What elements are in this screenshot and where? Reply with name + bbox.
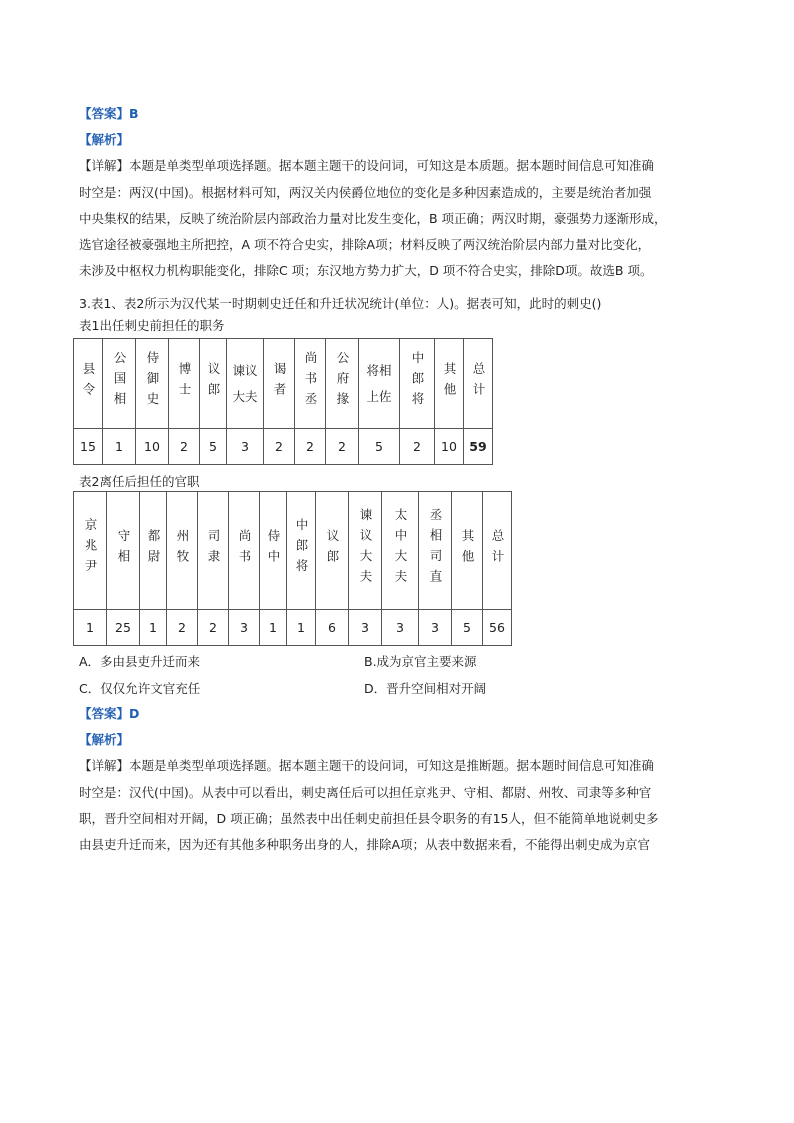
table1-header: 议郎	[206, 361, 221, 403]
table1-header: 公国相	[112, 351, 127, 413]
detail2-line-2: 时空是：汉代(中国)。从表中可以看出，刺史离任后可以担任京兆尹、守相、都尉、州牧、司隶等多种官	[79, 785, 652, 800]
table1-header: 中郎将	[410, 351, 425, 413]
table2-header: 议郎	[325, 528, 340, 570]
table1-header: 博士	[177, 361, 192, 403]
table2-cell: 25	[107, 610, 140, 646]
table1-cell: 5	[200, 429, 227, 465]
table2-header: 其他	[460, 528, 475, 570]
table1-cell: 1	[103, 429, 136, 465]
table2-cell: 3	[349, 610, 382, 646]
table1-cell: 10	[136, 429, 169, 465]
table1-header: 公府掾	[335, 351, 350, 413]
table2-cell: 2	[198, 610, 229, 646]
table2-caption: 表2离任后担任的官职	[79, 474, 200, 489]
table1-header: 尚书丞	[303, 351, 318, 413]
table1-cell: 2	[400, 429, 435, 465]
analysis-label-1: 【解析】	[79, 132, 130, 147]
table2	[73, 491, 512, 646]
table2-cell: 3	[229, 610, 260, 646]
option-d: D．晋升空间相对开阔	[364, 681, 487, 696]
detail1-line-2: 时空是：两汉(中国)。根据材料可知，两汉关内侯爵位地位的变化是多种因素造成的，主要是统治者加强	[79, 185, 652, 200]
table1-cell: 2	[169, 429, 200, 465]
detail1-line-5: 未涉及中枢权力机构职能变化，排除C 项；东汉地方势力扩大，D 项不符合史实，排除D项。故选B 项。	[79, 263, 653, 278]
table1-cell: 2	[326, 429, 359, 465]
table2-header: 总计	[490, 528, 505, 570]
table2-header: 京兆尹	[83, 518, 98, 580]
table1-header: 县令	[81, 361, 96, 403]
table2-header-row	[74, 492, 512, 610]
table2-cell: 6	[316, 610, 349, 646]
detail2-line-4: 由县吏升迁而来，因为还有其他多种职务出身的人，排除A项；从表中数据来看，不能得出刺史成为京官	[79, 837, 651, 852]
table1-header-row	[74, 339, 493, 429]
table1-value-row	[74, 429, 493, 465]
detail1-line-1: 【详解】本题是单类型单项选择题。据本题主题干的设问词，可知这是本质题。据本题时间信息可知准确	[79, 158, 655, 173]
table1-header: 其他	[442, 361, 457, 403]
table1-caption: 表1出任刺史前担任的职务	[79, 318, 225, 333]
table2-header: 尚书	[237, 528, 252, 570]
answer-label-2: 【答案】D	[79, 706, 140, 721]
table2-cell: 1	[74, 610, 107, 646]
table1-cell: 2	[264, 429, 295, 465]
table2-cell-total: 56	[483, 610, 512, 646]
table2-header: 司隶	[206, 528, 221, 570]
option-b: B.成为京官主要来源	[364, 654, 477, 669]
table2-header: 守相	[116, 528, 131, 570]
table2-cell: 1	[260, 610, 287, 646]
table1-header: 总计	[471, 361, 486, 403]
table2-value-row	[74, 610, 512, 646]
table1-header: 谒者	[272, 361, 287, 403]
table1-cell: 5	[359, 429, 400, 465]
table1-cell: 3	[227, 429, 264, 465]
table2-header: 中郎将	[294, 518, 309, 580]
answer-label-1: 【答案】B	[79, 106, 139, 121]
table1-cell: 15	[74, 429, 103, 465]
detail2-line-3: 职，晋升空间相对开阔，D 项正确；虽然表中出任刺史前担任县令职务的有15人，但不能简单地说刺史多	[79, 811, 659, 826]
analysis-label-2: 【解析】	[79, 732, 130, 747]
detail1-line-4: 选官途径被豪强地主所把控，A 项不符合史实，排除A项；材料反映了两汉统治阶层内部力量对比变化，	[79, 237, 651, 252]
detail1-line-3: 中央集权的结果，反映了统治阶层内部政治力量对比发生变化，B 项正确；两汉时期，豪强势力逐渐形成，	[79, 211, 667, 226]
table1-header: 侍御史	[145, 351, 160, 413]
table2-cell: 3	[419, 610, 452, 646]
table2-header: 侍中	[266, 528, 281, 570]
table2-cell: 5	[452, 610, 483, 646]
table2-header: 丞相司直	[428, 508, 443, 590]
table1-header: 将相上佐	[366, 362, 392, 404]
table2-header: 州牧	[175, 528, 190, 570]
option-a: A．多由县吏升迁而来	[79, 654, 201, 669]
option-c: C．仅仅允许文官充任	[79, 681, 201, 696]
table1	[73, 338, 493, 465]
table1-cell: 2	[295, 429, 326, 465]
table1-header: 谏议大夫	[232, 362, 258, 404]
table2-cell: 3	[382, 610, 419, 646]
table1-cell: 10	[435, 429, 464, 465]
table2-header: 太中大夫	[393, 508, 408, 590]
table2-cell: 1	[287, 610, 316, 646]
table2-header: 谏议大夫	[358, 508, 373, 590]
table2-header: 都尉	[146, 528, 161, 570]
table1-cell-total: 59	[464, 429, 493, 465]
question3-stem: 3.表1、表2所示为汉代某一时期刺史迁任和升迁状况统计(单位：人)。据表可知，此时的刺史()	[79, 296, 602, 311]
table2-cell: 2	[167, 610, 198, 646]
detail2-line-1: 【详解】本题是单类型单项选择题。据本题主题干的设问词，可知这是推断题。据本题时间信息可知准确	[79, 758, 655, 773]
table2-cell: 1	[140, 610, 167, 646]
